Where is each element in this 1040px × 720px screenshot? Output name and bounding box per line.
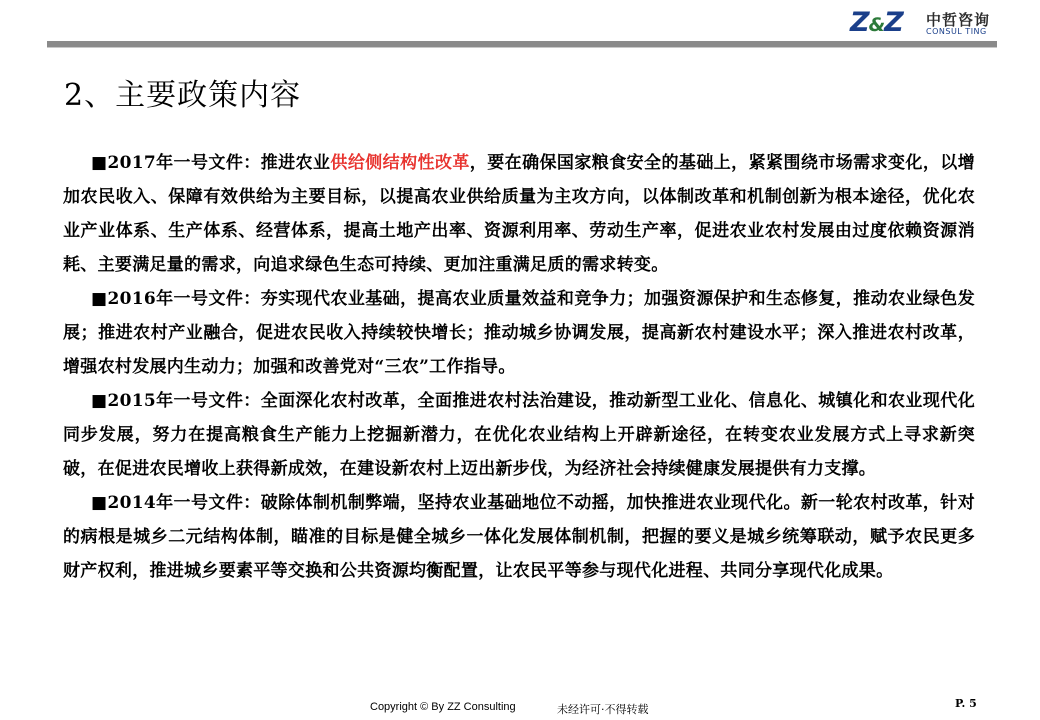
policy-label-2014: ■2014年一号文件 xyxy=(91,493,244,513)
policy-paragraph-2016 xyxy=(63,282,975,384)
policy-text-2017-pre: ：推进农业 xyxy=(243,153,331,173)
policy-paragraph-2017 xyxy=(63,146,975,282)
company-logo xyxy=(850,6,990,40)
policy-paragraph-2014 xyxy=(63,486,975,588)
policy-text-2015: ：全面深化农村改革，全面推进农村法治建设，推动新型工业化、信息化、城镇化和农业现代化同步发展，努力在提高粮食生产能力上挖掘新潜力，在优化农业结构上开辟新途径，在转变农业发展方式上寻求新突破，在促进农民增收上获得新成效，在建设新农村上迈出新步伐，为经济社会持续健康发展提供有力支撑。 xyxy=(63,391,975,479)
policy-text-2014: ：破除体制机制弊端，坚持农业基础地位不动摇，加快推进农业现代化。新一轮农村改革，针对的病根是城乡二元结构体制，瞄准的目标是健全城乡一体化发展体制机制，把握的要义是城乡统筹联动，赋予农民更多财产权利，推进城乡要素平等交换和公共资源均衡配置，让农民平等参与现代化进程、共同分享现代化成果。 xyxy=(63,493,975,581)
policy-label-2016: ■2016年一号文件 xyxy=(91,289,244,309)
footer-reprint-notice: 未经许可·不得转载 xyxy=(557,703,649,716)
logo-mark: Z&Z xyxy=(850,7,903,38)
policy-content xyxy=(63,146,975,588)
policy-paragraph-2015 xyxy=(63,384,975,486)
page-title: 2、主要政策内容 xyxy=(64,78,302,113)
logo-chinese-name: 中哲咨询 xyxy=(926,11,991,29)
header-divider-bar xyxy=(47,41,997,48)
footer-copyright: Copyright © By ZZ Consulting xyxy=(370,701,516,713)
page-number: P. 5 xyxy=(955,697,977,710)
policy-label-2015: ■2015年一号文件 xyxy=(91,391,244,411)
logo-english-name: CONSUL TING xyxy=(926,27,987,36)
highlight-text: 供给侧结构性改革 xyxy=(330,153,470,173)
policy-label-2017: ■2017年一号文件 xyxy=(91,153,244,173)
policy-text-2017-post: ，要在确保国家粮食安全的基础上，紧紧围绕市场需求变化，以增加农民收入、保障有效供给为主要目标，以提高农业供给质量为主攻方向，以体制改革和机制创新为根本途径，优化农业产业体系、生产体系、经营体系，提高土地产出率、资源利用率、劳动生产率，促进农业农村发展由过度依赖资源消耗、主要满足量的需求，向追求绿色生态可持续、更加注重满足质的需求转变。 xyxy=(63,153,975,275)
policy-text-2016: ：夯实现代农业基础，提高农业质量效益和竞争力；加强资源保护和生态修复，推动农业绿色发展；推进农村产业融合，促进农民收入持续较快增长；推动城乡协调发展，提高新农村建设水平；深入推进农村改革，增强农村发展内生动力；加强和改善党对“三农”工作指导。 xyxy=(63,289,975,377)
